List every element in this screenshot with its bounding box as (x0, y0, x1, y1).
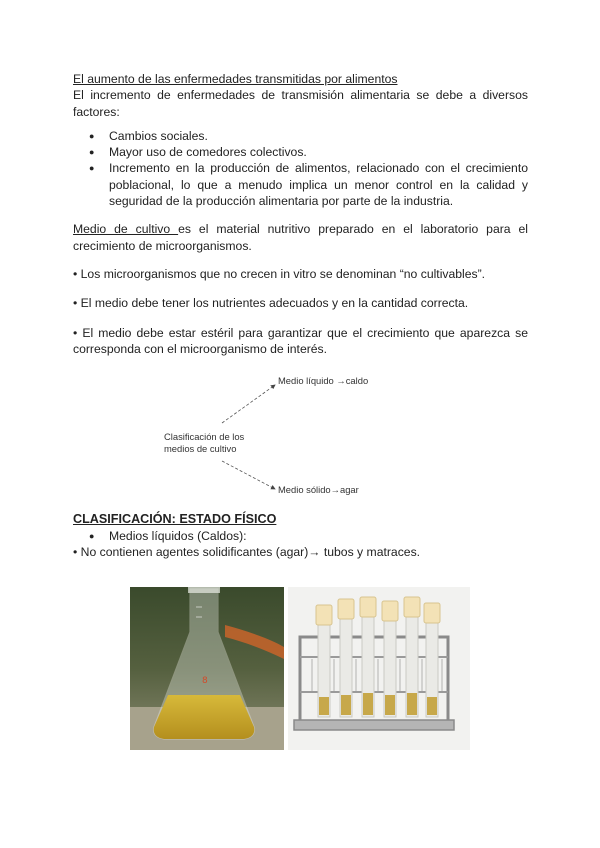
list-item: ● Mayor uso de comedores colectivos. (73, 144, 528, 160)
classification-content (73, 528, 528, 561)
list-item: ● Cambios sociales. (73, 128, 528, 144)
factors-list (73, 128, 528, 209)
arrow-down (222, 461, 275, 489)
section-title: El aumento de las enfermedades transmitidas por alimentos (73, 72, 398, 86)
classification-line: • No contienen agentes solidificantes (agar)→ tubos y matraces. (73, 545, 421, 560)
list-item: ● Incremento en la producción de alimentos, relacionado con el crecimiento poblacional, lo que a menudo implica un menor control en la calidad y seguridad de la producción alimentaria por parte de la industria. (73, 160, 528, 209)
svg-text:8: 8 (202, 676, 208, 686)
point-2: • El medio debe tener los nutrientes adecuados y en la cantidad correcta. (73, 296, 469, 311)
flask-photo (130, 587, 284, 750)
medio-definition-text: es el material nutritivo preparado en el laboratorio para el crecimiento de microorganismos. (73, 222, 528, 253)
medio-definition (73, 221, 528, 254)
classification-diagram (150, 363, 380, 503)
classification-heading: CLASIFICACIÓN: ESTADO FÍSICO (73, 512, 277, 526)
test-tubes-rack-photo (288, 587, 470, 750)
intro-paragraph: El incremento de enfermedades de transmisión alimentaria se debe a diversos factores: (73, 88, 528, 119)
diagram-center-label (164, 431, 244, 455)
diagram-center-line-1: Clasificación de los (164, 431, 245, 442)
list-item: ● Medios líquidos (Caldos): (73, 528, 528, 544)
diagram-center-line-2: medios de cultivo (164, 443, 237, 454)
medio-term: Medio de cultivo (73, 222, 179, 237)
point-1: • Los microorganismos que no crecen in vitro se denominan “no cultivables”. (73, 266, 486, 281)
document-body (73, 71, 528, 357)
diagram-top-label: Medio líquido →caldo (278, 375, 369, 386)
point-3: • El medio debe estar estéril para garantizar que el crecimiento que aparezca se corresponda con el microorganismo de interés. (73, 325, 528, 356)
diagram-bottom-label: Medio sólido→agar (278, 484, 359, 495)
classification-list (73, 528, 528, 544)
arrow-up (222, 385, 275, 423)
